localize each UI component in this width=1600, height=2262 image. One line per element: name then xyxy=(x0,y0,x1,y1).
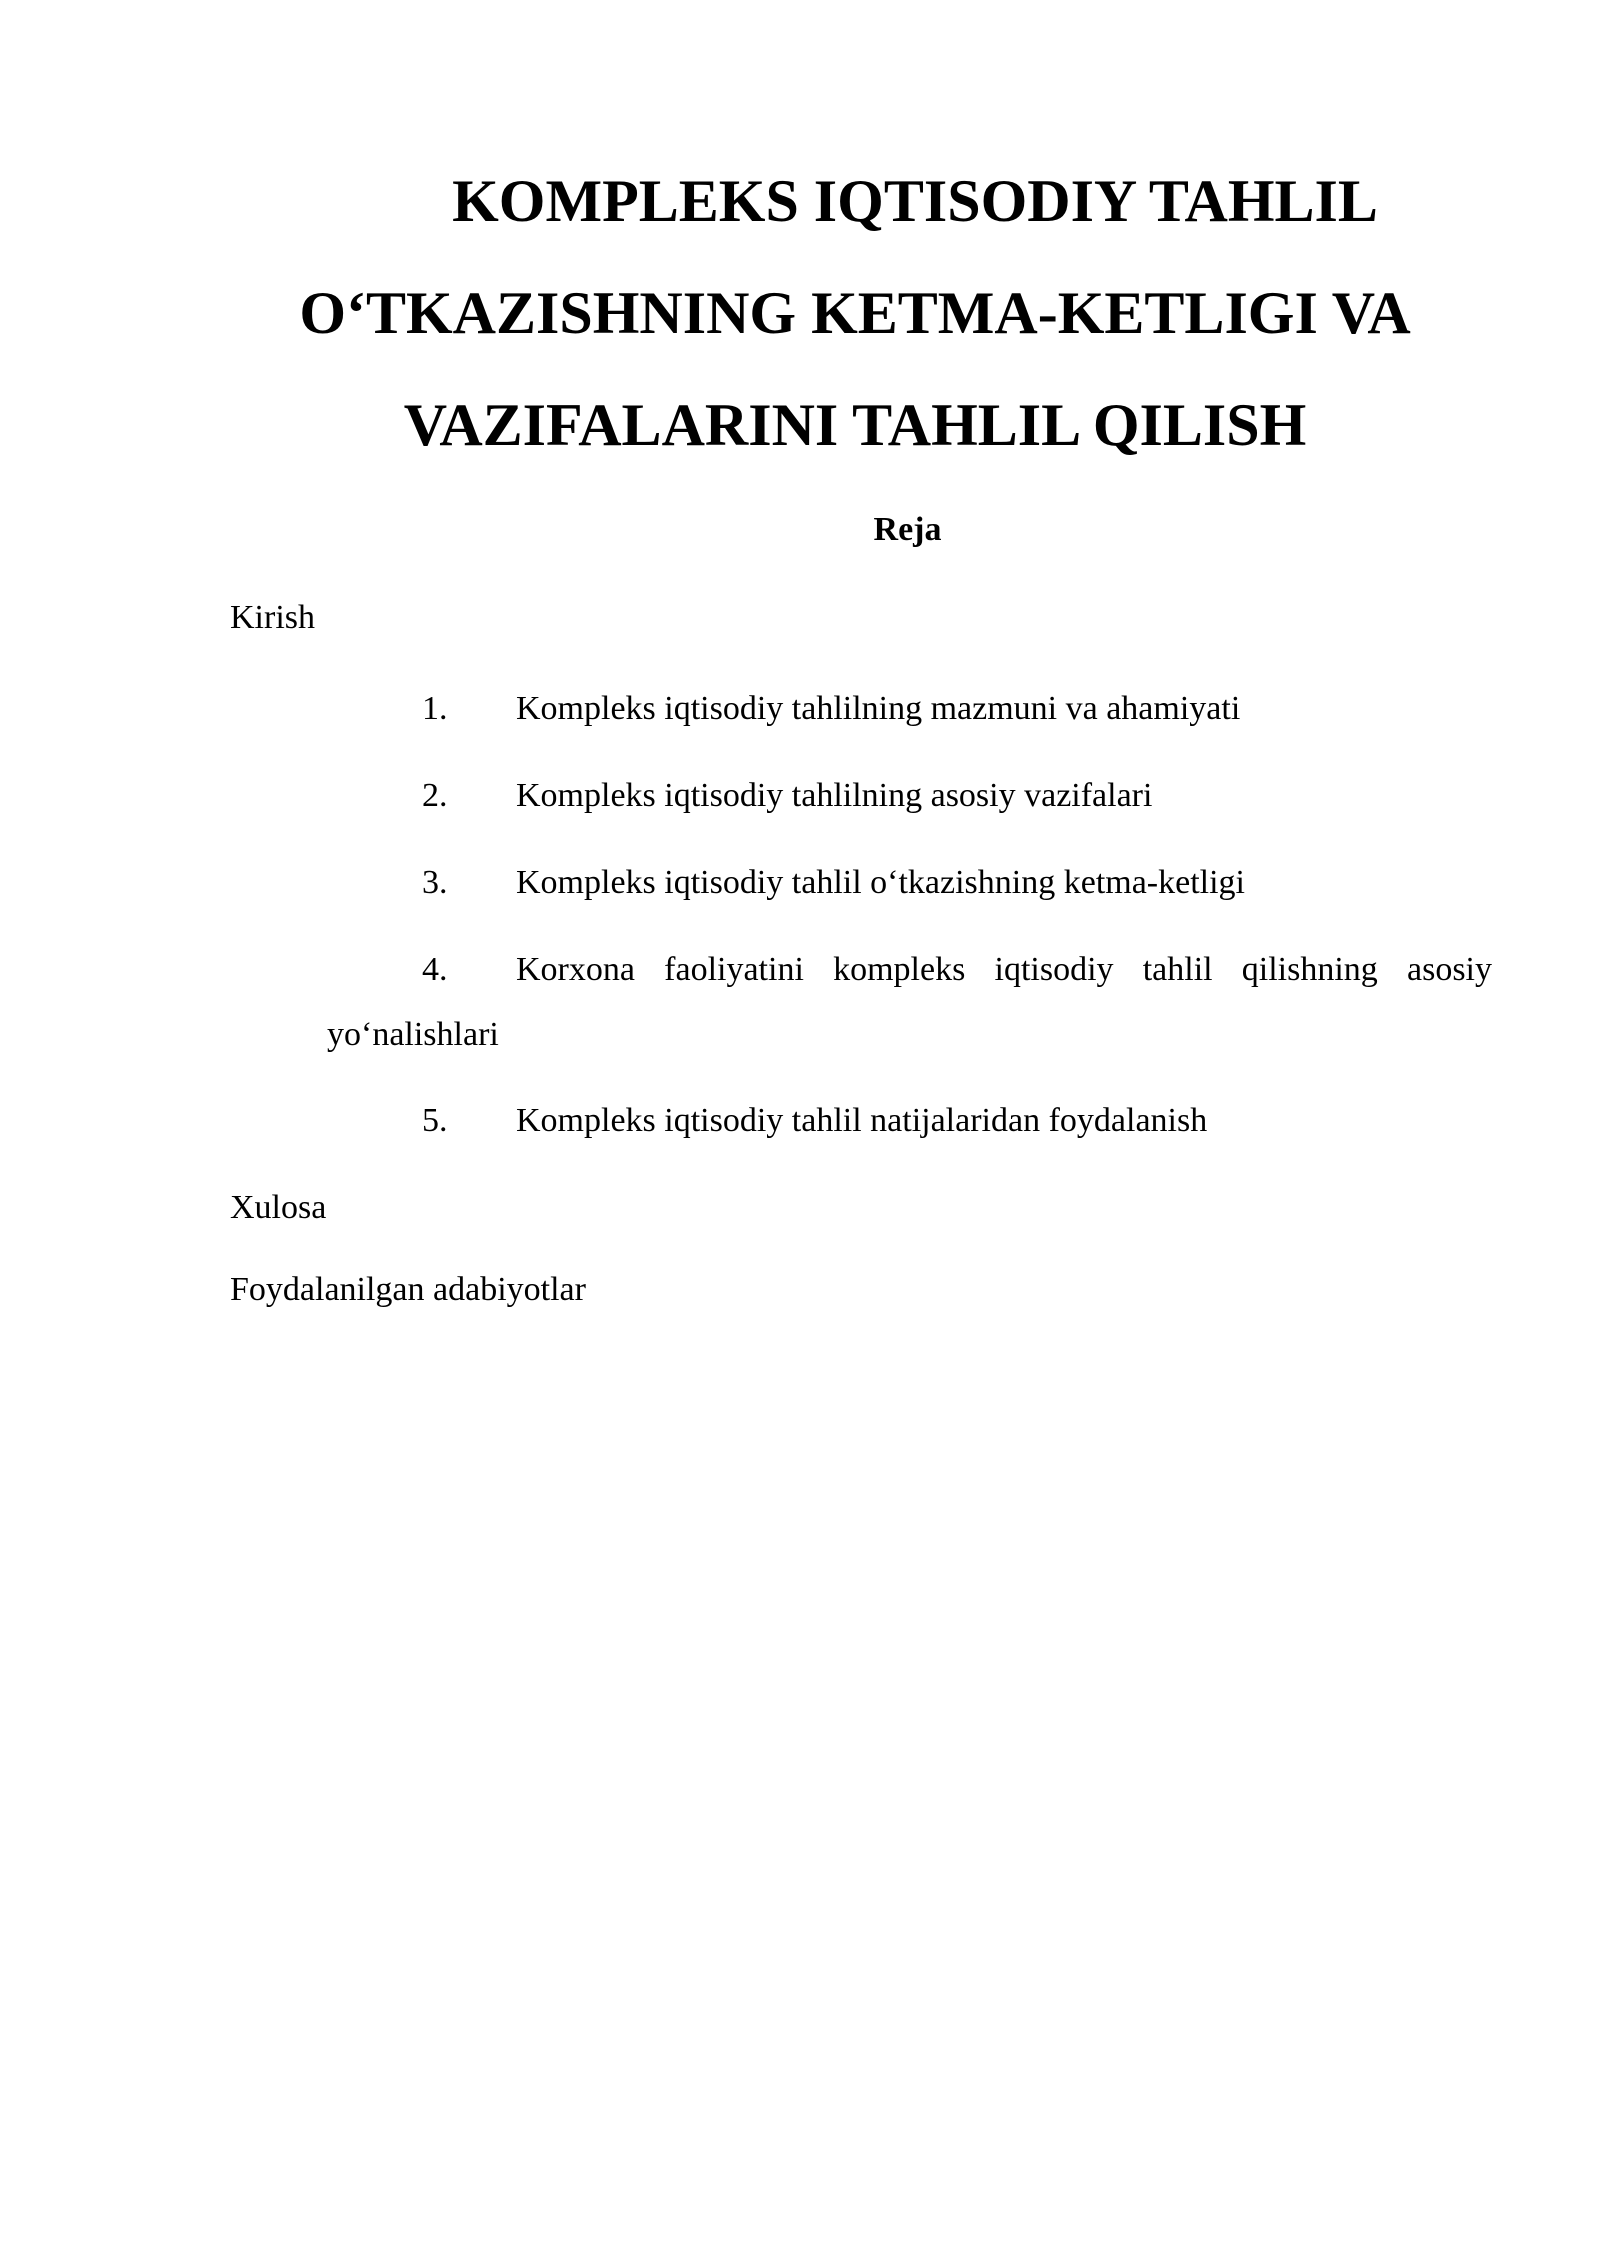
plan-item-text: Korxona faoliyatini kompleks iqtisodiy tahlil qilishning asosiy xyxy=(516,951,1492,988)
plan-item-1 xyxy=(422,676,1492,742)
plan-item-text: Kompleks iqtisodiy tahlilning asosiy vazifalari xyxy=(516,777,1153,814)
references-label: Foydalanilgan adabiyotlar xyxy=(230,1271,586,1308)
plan-item-5 xyxy=(422,1088,1492,1154)
plan-item-text: Kompleks iqtisodiy tahlil o‘tkazishning ketma-ketligi xyxy=(516,864,1246,901)
plan-item-text: Kompleks iqtisodiy tahlilning mazmuni va ahamiyati xyxy=(516,690,1241,727)
plan-item-number: 5. xyxy=(422,1102,448,1139)
plan-item-number: 2. xyxy=(422,777,448,814)
plan-item-4-continuation: yo‘nalishlari xyxy=(327,1016,499,1053)
plan-item-number: 3. xyxy=(422,864,448,901)
plan-item-number: 4. xyxy=(422,951,448,988)
plan-item-3 xyxy=(422,850,1492,916)
title-line-3: VAZIFALARINI TAHLIL QILISH xyxy=(403,392,1307,458)
title-line-2: O‘TKAZISHNING KETMA-KETLIGI VA xyxy=(299,280,1411,346)
plan-item-4 xyxy=(422,937,1492,1003)
conclusion-label: Xulosa xyxy=(230,1189,327,1226)
plan-item-2 xyxy=(422,763,1492,829)
plan-item-text: Kompleks iqtisodiy tahlil natijalaridan foydalanish xyxy=(516,1102,1208,1139)
title-line-1: KOMPLEKS IQTISODIY TAHLIL xyxy=(452,168,1378,234)
plan-heading: Reja xyxy=(873,511,942,548)
document-title xyxy=(230,145,1480,481)
plan-item-number: 1. xyxy=(422,690,448,727)
intro-label: Kirish xyxy=(230,599,315,636)
